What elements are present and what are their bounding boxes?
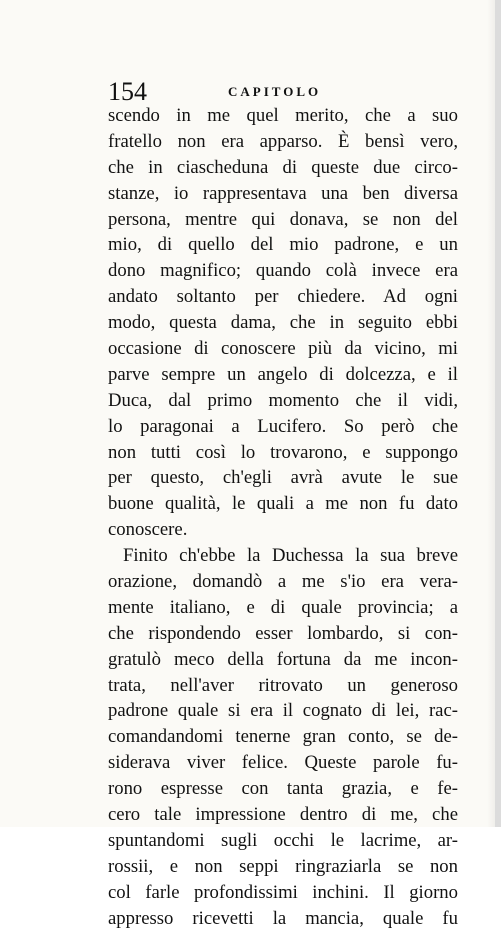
text-line: scendo in me quel merito, che a suo — [108, 105, 458, 126]
text-line: appresso ricevetti la mancia, quale fu — [108, 907, 458, 929]
page-header — [108, 78, 458, 106]
text-line: mio, di quello del mio padrone, e un — [108, 234, 458, 256]
text-line: per questo, ch'egli avrà avute le sue — [108, 467, 458, 489]
text-line: stanze, io rappresentava una ben diversa — [108, 182, 458, 204]
text-line: rossii, e non seppi ringraziarla se non — [108, 855, 458, 877]
text-line: fratello non era apparso. È bensì vero, — [108, 130, 458, 152]
text-line: spuntandomi sugli occhi le lacrime, ar- — [108, 829, 458, 851]
paragraph-start-line: Finito ch'ebbe la Duchessa la sua breve — [123, 545, 458, 567]
running-head: CAPITOLO — [228, 84, 322, 99]
text-line: col farle profondissimi inchini. Il giorno — [108, 881, 458, 903]
text-line: non tutti così lo trovarono, e suppongo — [108, 441, 458, 463]
text-line: persona, mentre qui donava, se non del — [108, 208, 458, 230]
text-line: trata, nell'aver ritrovato un generoso — [108, 674, 458, 696]
text-line: che in ciascheduna di queste due circo- — [108, 156, 458, 178]
body-text — [108, 103, 458, 932]
text-line: cero tale impressione dentro di me, che — [108, 804, 458, 826]
text-line: che rispondendo esser lombardo, si con- — [108, 622, 458, 644]
book-edge — [495, 0, 501, 827]
text-line: siderava viver felice. Queste parole fu- — [108, 752, 458, 774]
text-line: orazione, domandò a me s'io era vera- — [108, 571, 458, 593]
text-line: buone qualità, le quali a me non fu dato — [108, 493, 458, 515]
text-line: parve sempre un angelo di dolcezza, e il — [108, 363, 458, 385]
text-line: Duca, dal primo momento che il vidi, — [108, 389, 458, 411]
text-line: lo paragonai a Lucifero. So però che — [108, 415, 458, 437]
text-line: andato soltanto per chiedere. Ad ogni — [108, 286, 458, 308]
text-line: dono magnifico; quando colà invece era — [108, 260, 458, 282]
paragraph-end-line: conoscere. — [108, 519, 188, 541]
text-line: occasione di conoscere più da vicino, mi — [108, 338, 458, 360]
text-line: rono espresse con tanta grazia, e fe- — [108, 778, 458, 800]
text-line: gratulò meco della fortuna da me incon- — [108, 648, 458, 670]
text-line: comandandomi tenerne gran conto, se de- — [108, 726, 458, 748]
page-number: 154 — [108, 77, 147, 106]
text-line: padrone quale si era il cognato di lei, rac- — [108, 700, 458, 722]
text-line: modo, questa dama, che in seguito ebbi — [108, 312, 458, 334]
text-line: mente italiano, e di quale provincia; a — [108, 596, 458, 618]
